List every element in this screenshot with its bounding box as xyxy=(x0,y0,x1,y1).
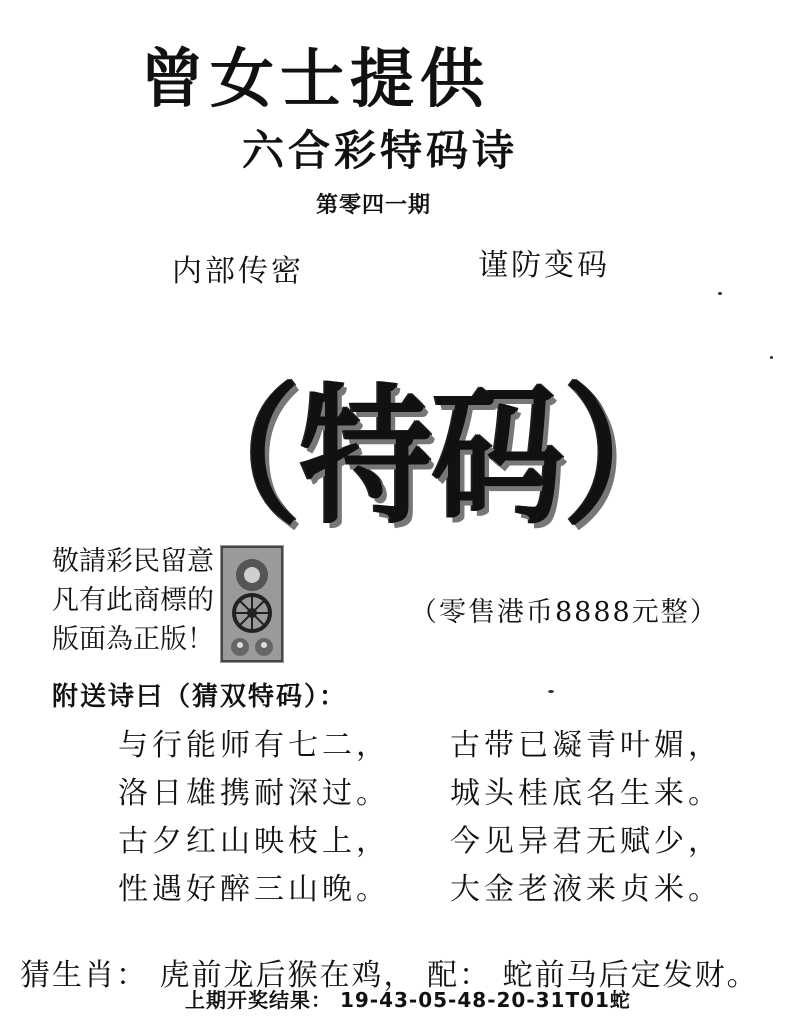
poem-line: 性遇好醉三山晚。 xyxy=(118,872,390,907)
poem-intro: 附送诗曰（猜双特码）： xyxy=(52,682,348,712)
authenticity-notice xyxy=(52,542,212,659)
poem-line: 古夕红山映枝上， xyxy=(118,824,390,859)
poem-line: 洛日雄携耐深过。 xyxy=(118,776,390,811)
wheel-stamp-icon xyxy=(220,545,284,663)
notice-line: 凡有此商標的 xyxy=(52,585,214,616)
zodiac-guess: 猜生肖： 虎前龙后猴在鸡， 配： 蛇前马后定发财。 xyxy=(20,958,759,993)
secret-notice-left: 内部传密 xyxy=(172,254,304,289)
scan-speck xyxy=(770,356,773,359)
subtitle: 六合彩特码诗 xyxy=(242,126,519,175)
poem-line: 城头桂底名生来。 xyxy=(450,776,722,811)
poem-right-column xyxy=(450,722,722,914)
poem-line: 大金老液来贞米。 xyxy=(450,872,722,907)
big-title: （特码） xyxy=(168,369,697,545)
issue-number: 第零四一期 xyxy=(316,192,432,218)
notice-line: 版面為正版！ xyxy=(52,624,214,655)
secret-notice-right: 谨防变码 xyxy=(478,248,610,283)
scan-speck xyxy=(718,292,722,295)
poem-line: 今见异君无赋少， xyxy=(450,824,722,859)
notice-line: 敬請彩民留意 xyxy=(52,546,214,577)
provider-title: 曾女士提供 xyxy=(140,42,490,117)
poem-line: 与行能师有七二， xyxy=(118,728,390,763)
scan-speck xyxy=(548,690,554,693)
poem-left-column xyxy=(118,722,390,914)
price-label: （零售港币8888元整） xyxy=(410,597,719,628)
poem-line: 古带已凝青叶媚， xyxy=(450,728,722,763)
last-draw-result: 上期开奖结果： 19-43-05-48-20-31T01蛇 xyxy=(185,988,631,1012)
